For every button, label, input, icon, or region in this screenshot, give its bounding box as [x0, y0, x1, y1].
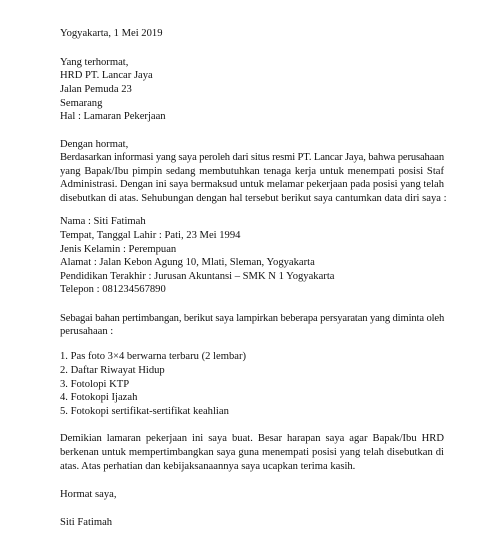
signature-name: Siti Fatimah	[60, 517, 113, 528]
personal-birth: Tempat, Tanggal Lahir : Pati, 23 Mei 1994	[60, 230, 241, 241]
attachment-item-4: 4. Fotokopi Ijazah	[60, 392, 138, 403]
attachment-item-3: 3. Fotolopi KTP	[60, 379, 130, 390]
attachment-item-5: 5. Fotokopi sertifikat-sertifikat keahlian	[60, 406, 229, 417]
closing-line-1: Demikian lamaran pekerjaan ini saya buat. Besar harapan saya agar Bapak/Ibu HRD	[60, 433, 444, 444]
closing-line-2: berkenan untuk mempertimbangkan saya guna menempati posisi yang telah disebutkan di	[60, 447, 444, 458]
recipient-street: Jalan Pemuda 23	[60, 84, 132, 95]
place-date: Yogyakarta, 1 Mei 2019	[60, 28, 163, 39]
recipient-company: HRD PT. Lancar Jaya	[60, 70, 153, 81]
intro-line-4: disebutkan di atas. Sehubungan dengan hal tersebut berikut saya cantumkan data diri saya :	[60, 193, 447, 204]
intro-line-3: Administrasi. Dengan ini saya bermaksud untuk melamar pekerjaan pada posisi yang telah	[60, 179, 444, 190]
personal-gender: Jenis Kelamin : Perempuan	[60, 244, 177, 255]
intro-line-2: yang Bapak/Ibu pimpin sedang membutuhkan tenaga kerja untuk menempati posisi Staf	[60, 166, 444, 177]
closing-line-3: atas. Atas perhatian dan kebijaksanaannya saya ucapkan terima kasih.	[60, 461, 356, 472]
personal-address: Alamat : Jalan Kebon Agung 10, Mlati, Sleman, Yogyakarta	[60, 257, 315, 268]
attachment-item-1: 1. Pas foto 3×4 berwarna terbaru (2 lembar)	[60, 351, 247, 362]
attachment-item-2: 2. Daftar Riwayat Hidup	[60, 365, 165, 376]
intro-line-1: Berdasarkan informasi yang saya peroleh dari situs resmi PT. Lancar Jaya, bahwa perusahaan	[60, 152, 444, 163]
greeting: Dengan hormat,	[60, 139, 129, 150]
attach-intro-line-2: perusahaan :	[60, 326, 114, 337]
recipient-salutation: Yang terhormat,	[60, 57, 129, 68]
letter-subject: Hal : Lamaran Pekerjaan	[60, 111, 166, 122]
attach-intro-line-1: Sebagai bahan pertimbangan, berikut saya lampirkan beberapa persyaratan yang diminta oleh	[60, 313, 445, 324]
personal-phone: Telepon : 081234567890	[60, 284, 166, 295]
personal-education: Pendidikan Terakhir : Jurusan Akuntansi – SMK N 1 Yogyakarta	[60, 271, 335, 282]
recipient-city: Semarang	[60, 98, 103, 109]
personal-name: Nama : Siti Fatimah	[60, 216, 146, 227]
signoff: Hormat saya,	[60, 489, 117, 500]
